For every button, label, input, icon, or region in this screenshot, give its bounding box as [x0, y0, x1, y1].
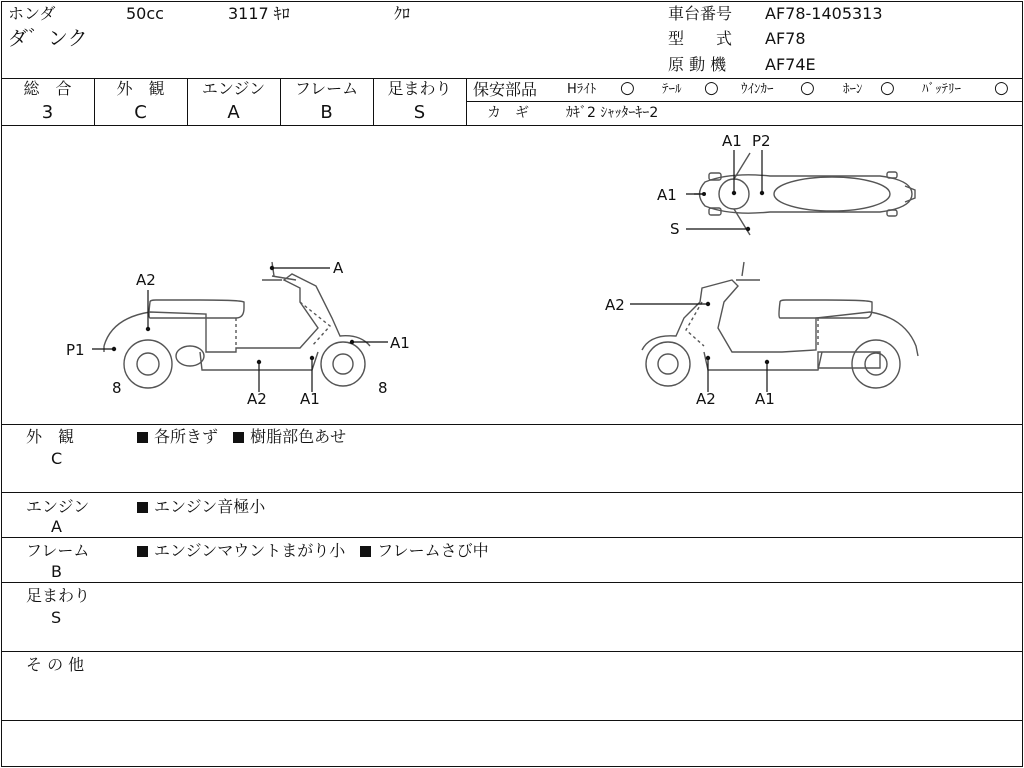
- bullet-icon: [233, 432, 244, 443]
- bullet-icon: [137, 546, 148, 557]
- note-exterior-label: 外 観: [26, 427, 75, 446]
- model-name: ダ゛ンク: [8, 26, 88, 50]
- left-a1-front: A1: [390, 334, 410, 352]
- top-p2: P2: [752, 132, 771, 150]
- divider-note-2: [1, 537, 1022, 538]
- left-a2-seat: A2: [136, 271, 156, 289]
- engine-label: 原 動 機: [668, 55, 727, 74]
- note-frame-label: フレーム: [26, 541, 90, 560]
- right-a2-upper: A2: [605, 296, 625, 314]
- note-suspension-grade: S: [51, 608, 62, 627]
- divider-note-3: [1, 582, 1022, 583]
- safety-title: 保安部品: [473, 80, 538, 99]
- note-suspension-label: 足まわり: [26, 586, 91, 605]
- grade-exterior-value: C: [134, 102, 147, 123]
- left-a1-bottom: A1: [300, 390, 320, 408]
- right-a1-bottom: A1: [755, 390, 775, 408]
- note-frame-grade: B: [51, 562, 62, 581]
- note-frame-item-1: エンジンマウントまがり小: [154, 541, 346, 560]
- chassis-label: 車台番号: [668, 4, 733, 23]
- chassis-value: AF78-1405313: [765, 4, 883, 23]
- note-exterior-item-1: 各所きず: [154, 427, 219, 446]
- type-label: 型 式: [668, 29, 733, 48]
- note-frame-item-2: フレームさび中: [377, 541, 489, 560]
- safety-horn-mark: ○: [880, 78, 895, 98]
- grade-overall-value: 3: [41, 102, 54, 123]
- note-engine-items: [137, 499, 275, 515]
- note-frame-items: [137, 543, 499, 559]
- note-exterior-item-2: 樹脂部色あせ: [250, 427, 347, 446]
- safety-tail-mark: ○: [704, 78, 719, 98]
- note-engine-item-1: エンジン音極小: [154, 497, 266, 516]
- note-exterior-items: [137, 429, 356, 445]
- maker: ホンダ: [8, 4, 56, 23]
- key-label: カ ギ: [487, 105, 529, 121]
- type-value: AF78: [765, 29, 806, 48]
- safety-tail-label: ﾃｰﾙ: [662, 82, 682, 97]
- right-side-callouts: [630, 304, 767, 392]
- top-view-scooter: [694, 153, 915, 235]
- note-other-label: そ の 他: [26, 655, 85, 674]
- safety-horn-label: ﾎｰﾝ: [843, 82, 863, 97]
- safety-winker-mark: ○: [800, 78, 815, 98]
- grade-col-line-5: [466, 78, 467, 125]
- displacement: 50cc: [126, 4, 164, 23]
- safety-headlight-mark: ○: [620, 78, 635, 98]
- bullet-icon: [137, 432, 148, 443]
- grade-engine-label: エンジン: [201, 79, 266, 98]
- grade-frame-label: フレーム: [294, 79, 359, 98]
- safety-battery-label: ﾊﾞｯﾃﾘｰ: [922, 82, 961, 97]
- right-side-scooter: [642, 262, 918, 388]
- divider-grade-mid: [467, 101, 1022, 102]
- color: ｸﾛ: [394, 4, 411, 23]
- note-exterior-grade: C: [51, 449, 63, 468]
- mileage: 3117 ｷﾛ: [228, 4, 290, 23]
- grade-frame-value: B: [320, 102, 333, 123]
- divider-diagram-bottom: [1, 424, 1022, 425]
- top-a1-top: A1: [722, 132, 742, 150]
- right-a2-bottom: A2: [696, 390, 716, 408]
- bullet-icon: [360, 546, 371, 557]
- note-engine-label: エンジン: [26, 497, 90, 516]
- left-a-handle: A: [333, 259, 344, 277]
- divider-note-5: [1, 720, 1022, 721]
- safety-headlight-label: Hﾗｲﾄ: [567, 82, 597, 97]
- key-value: ｶｷﾞ2 ｼｬｯﾀｰｷｰ2: [566, 105, 659, 121]
- grade-suspension-label: 足まわり: [387, 79, 452, 98]
- vehicle-diagram: [0, 126, 1024, 424]
- grade-engine-value: A: [227, 102, 240, 123]
- grade-suspension-value: S: [413, 102, 426, 123]
- grade-exterior-label: 外 観: [116, 79, 165, 98]
- left-tire-front: 8: [378, 379, 388, 397]
- bullet-icon: [137, 502, 148, 513]
- safety-battery-mark: ○: [994, 78, 1009, 98]
- grade-overall-label: 総 合: [23, 79, 72, 98]
- divider-note-4: [1, 651, 1022, 652]
- engine-value: AF74E: [765, 55, 816, 74]
- top-view-callouts: [686, 150, 762, 229]
- safety-winker-label: ｳｲﾝｶｰ: [741, 82, 774, 97]
- top-s: S: [670, 220, 680, 238]
- left-p1: P1: [66, 341, 85, 359]
- top-a1-left: A1: [657, 186, 677, 204]
- divider-note-1: [1, 492, 1022, 493]
- left-a2-bottom: A2: [247, 390, 267, 408]
- left-tire-rear: 8: [112, 379, 122, 397]
- note-engine-grade: A: [51, 517, 62, 536]
